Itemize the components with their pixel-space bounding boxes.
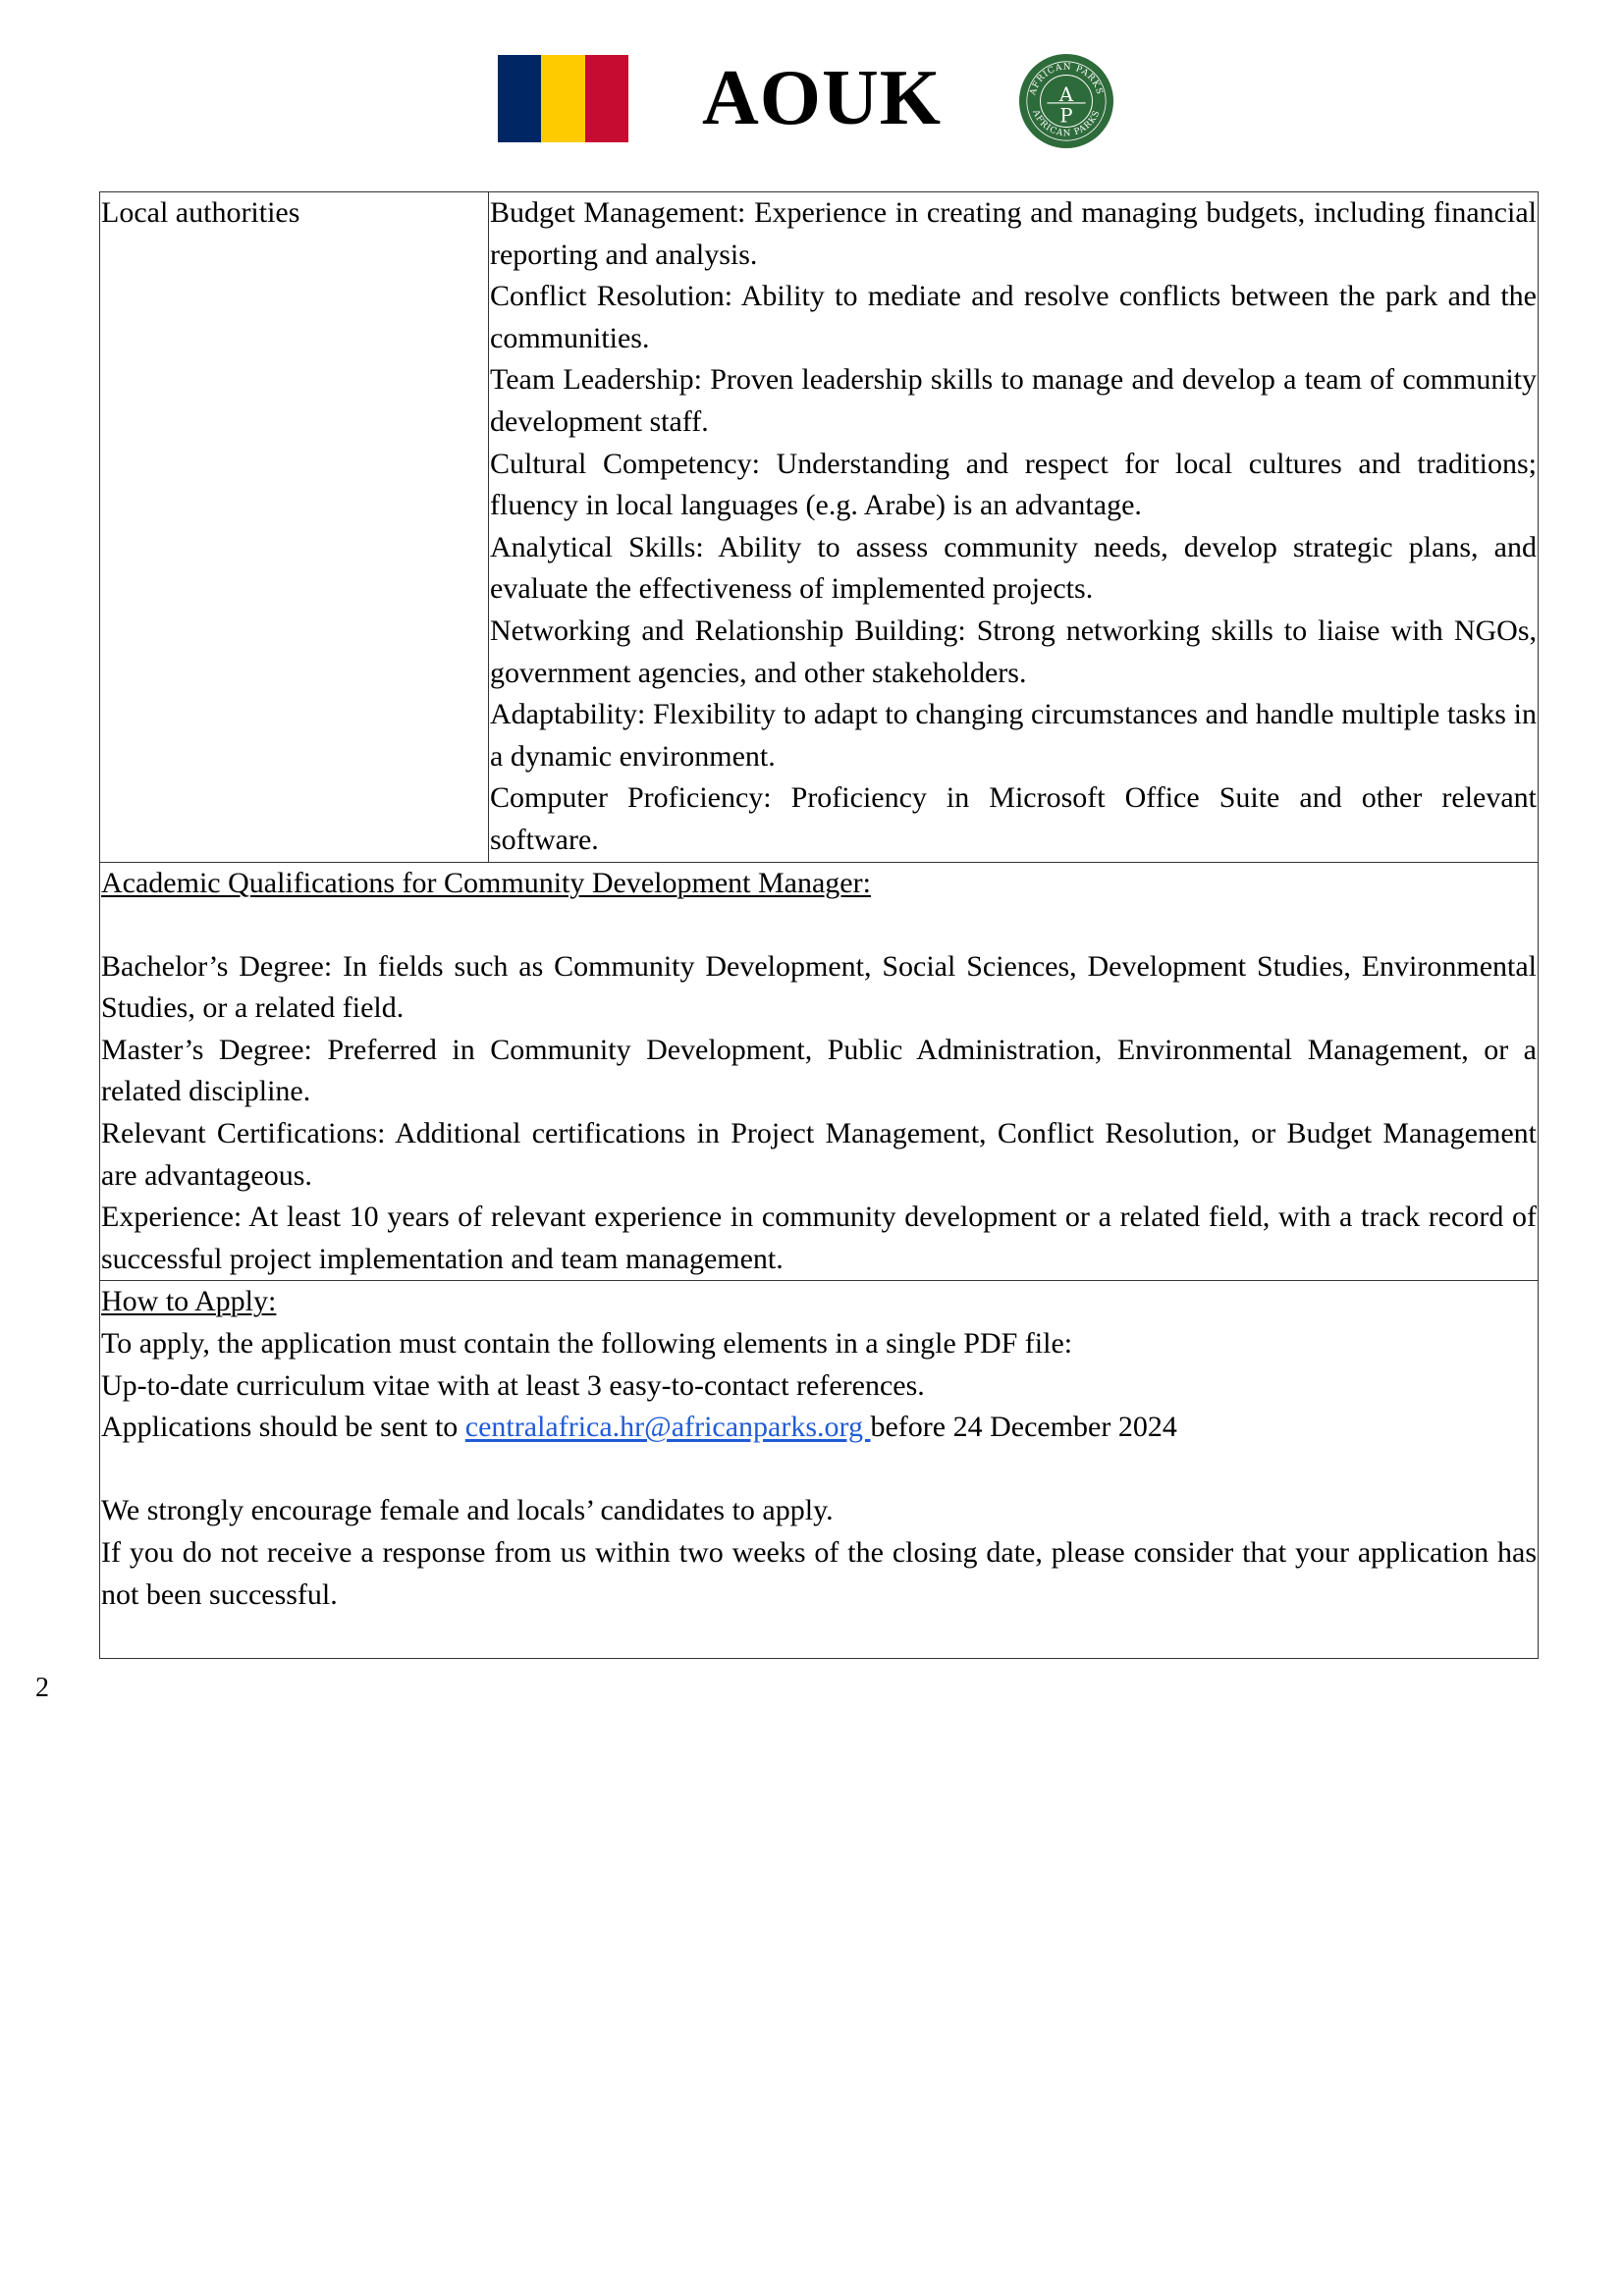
skills-list-cell [489, 192, 1539, 863]
flag-stripe-yellow [541, 55, 584, 142]
spacer [101, 904, 1537, 946]
skill-item-team-leadership: Team Leadership: Proven leadership skills to manage and develop a team of community development staff. [490, 363, 1537, 438]
skill-item-analytical-skills: Analytical Skills: Ability to assess community needs, develop strategic plans, and evaluate the effectiveness of implemented projects. [490, 530, 1537, 606]
svg-text:P: P [1059, 104, 1073, 128]
how-to-apply-cell [100, 1281, 1539, 1658]
application-email-link[interactable]: centralafrica.hr@africanparks.org [464, 1411, 871, 1444]
apply-deadline: before 24 December 2024 [870, 1411, 1177, 1444]
qualification-item-certifications: Relevant Certifications: Additional certifications in Project Management, Conflict Resolution, or Budget Management are advantageous. [101, 1117, 1537, 1192]
skills-row-label-cell [100, 192, 489, 863]
chad-flag-icon [498, 55, 628, 142]
apply-line-response-notice: If you do not receive a response from us within two weeks of the closing date, please consider that your application has not been successful. [101, 1536, 1537, 1611]
svg-text:A: A [1058, 83, 1074, 106]
skills-row [100, 192, 1539, 863]
african-parks-seal-icon [1018, 53, 1114, 149]
skills-row-label: Local authorities [101, 196, 300, 229]
skill-item-computer-proficiency: Computer Proficiency: Proficiency in Microsoft Office Suite and other relevant software. [490, 781, 1537, 856]
apply-line-pdf: To apply, the application must contain the following elements in a single PDF file: [101, 1327, 1073, 1361]
apply-line-encourage: We strongly encourage female and locals’ candidates to apply. [101, 1494, 834, 1527]
academic-qualifications-row [100, 862, 1539, 1281]
apply-line-cv: Up-to-date curriculum vitae with at least 3 easy-to-contact references. [101, 1368, 925, 1402]
skill-item-cultural-competency: Cultural Competency: Understanding and respect for local cultures and traditions; fluency in local languages (e.g. Arabe) is an advantage. [490, 447, 1537, 522]
qualification-item-experience: Experience: At least 10 years of relevant experience in community development or a related field, with a track record of successful project implementation and team management. [101, 1201, 1537, 1275]
skill-item-networking: Networking and Relationship Building: Strong networking skills to liaise with NGOs, government agencies, and other stakeholders. [490, 614, 1537, 689]
how-to-apply-heading: How to Apply: [101, 1285, 277, 1318]
qualification-item-bachelors: Bachelor’s Degree: In fields such as Community Development, Social Sciences, Development Studies, Environmental Studies, or a related field. [101, 949, 1537, 1025]
seal-ring-text-top: AFRICAN PARKS [1028, 62, 1105, 97]
apply-send-prefix: Applications should be sent to [101, 1411, 465, 1444]
academic-qualifications-heading: Academic Qualifications for Community Development Manager: [101, 866, 871, 899]
skill-item-adaptability: Adaptability: Flexibility to adapt to changing circumstances and handle multiple tasks in a dynamic environment. [490, 698, 1537, 773]
skill-item-budget-management: Budget Management: Experience in creating and managing budgets, including financial reporting and analysis. [490, 196, 1537, 271]
seal-ring-text-bottom: AFRICAN PARKS [1030, 108, 1103, 139]
skill-item-conflict-resolution: Conflict Resolution: Ability to mediate and resolve conflicts between the park and the communities. [490, 280, 1537, 354]
qualification-item-masters: Master’s Degree: Preferred in Community Development, Public Administration, Environmental Management, or a related discipline. [101, 1033, 1537, 1108]
apply-line-send [101, 1407, 1537, 1449]
job-description-table [99, 191, 1539, 1659]
document-title: AOUK [702, 55, 942, 141]
spacer [101, 1616, 1537, 1658]
page-number: 2 [35, 1673, 49, 1703]
academic-qualifications-cell [100, 862, 1539, 1281]
flag-stripe-red [585, 55, 628, 142]
spacer [101, 1449, 1537, 1491]
how-to-apply-row [100, 1281, 1539, 1658]
flag-stripe-blue [498, 55, 541, 142]
document-header [0, 0, 1624, 167]
